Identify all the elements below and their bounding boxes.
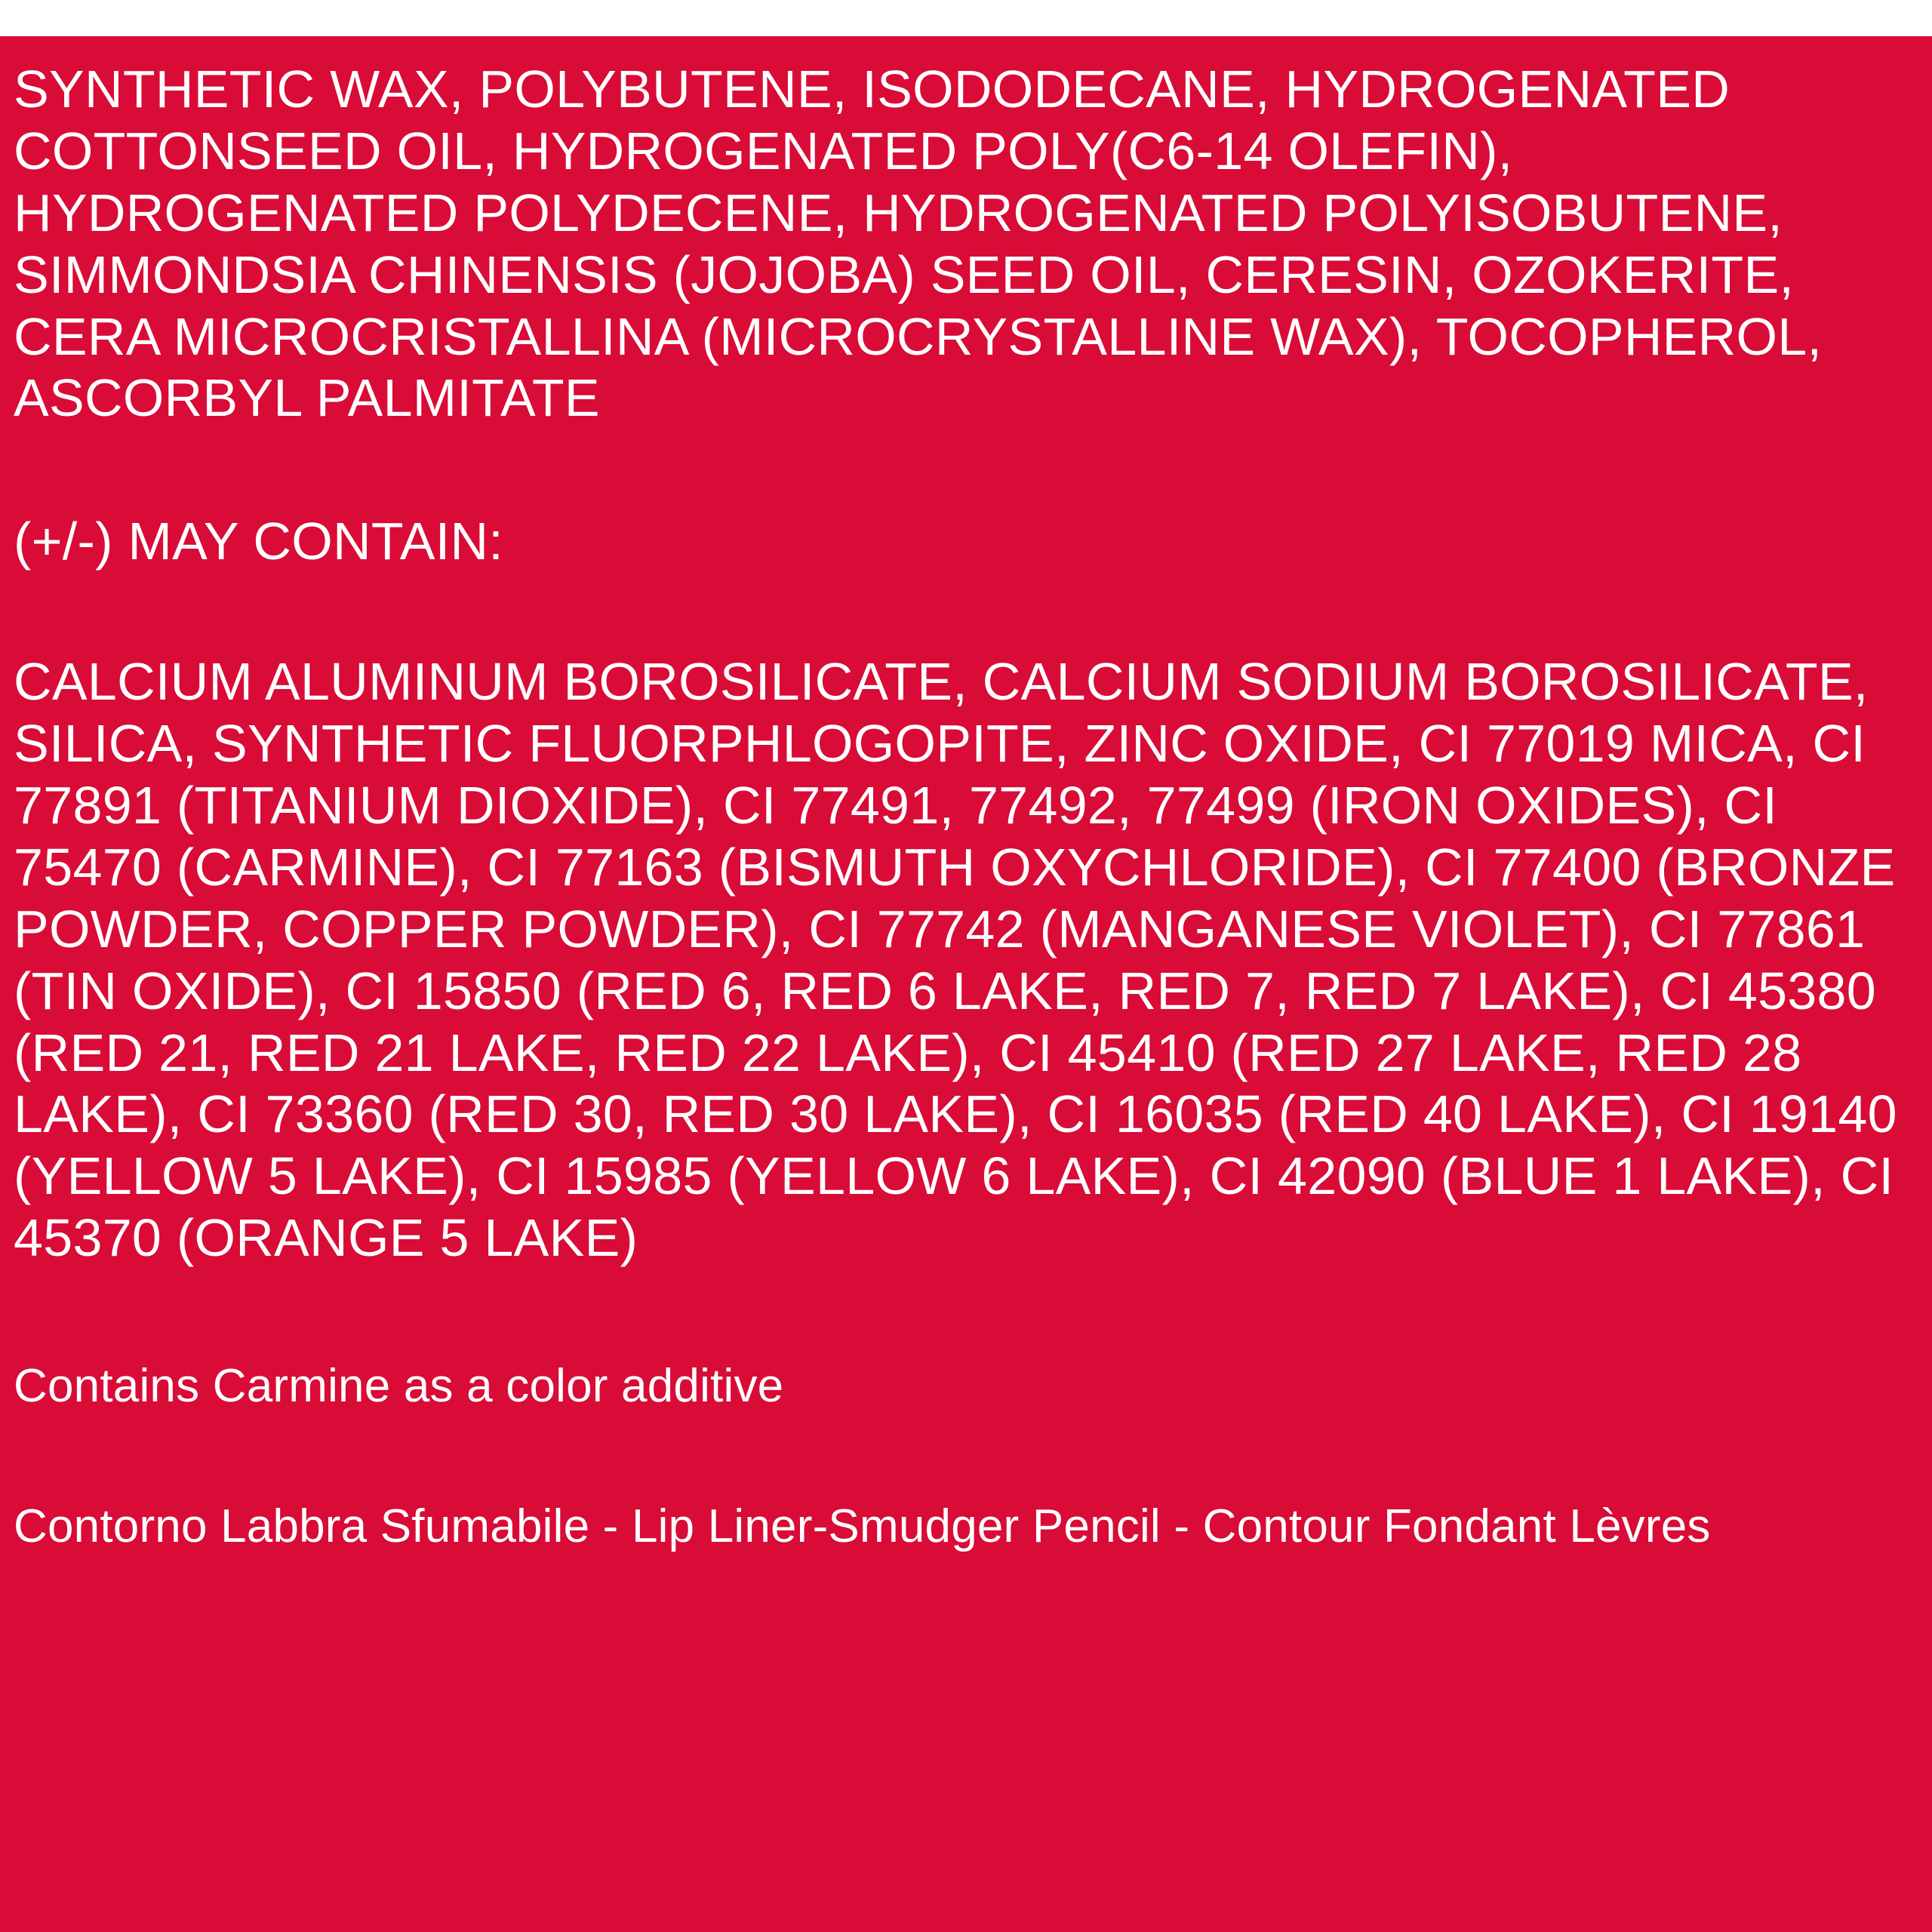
may-contain-heading: (+/-) MAY CONTAIN: bbox=[14, 512, 504, 571]
product-descriptor: Contorno Labbra Sfumabile - Lip Liner-Smudger Pencil - Contour Fondant Lèvres bbox=[14, 1500, 1711, 1552]
carmine-additive-note: Contains Carmine as a color additive bbox=[14, 1360, 784, 1413]
may-contain-list: CALCIUM ALUMINUM BOROSILICATE, CALCIUM SODIUM BOROSILICATE, SILICA, SYNTHETIC FLUORPHLOGOPITE, ZINC OXIDE, CI 77019 MICA, CI 77891 (TITANIUM DIOXIDE), CI 77491, 77492, 77499 (IRON OXIDES), CI 75470 (CARMINE), CI 77163 (BISMUTH OXYCHLORIDE), CI 77400 (BRONZE POWDER, COPPER POWDER), CI 77742 (MANGANESE VIOLET), CI 77861 (TIN OXIDE), CI 15850 (RED 6, RED 6 LAKE, RED 7, RED 7 LAKE), CI 45380 (RED 21, RED 21 LAKE, RED 22 LAKE), CI 45410 (RED 27 LAKE, RED 28 LAKE), CI 73360 (RED 30, RED 30 LAKE), CI 16035 (RED 40 LAKE), CI 19140 (YELLOW 5 LAKE), CI 15985 (YELLOW 6 LAKE), CI 42090 (BLUE 1 LAKE), CI 45370 (ORANGE 5 LAKE) bbox=[14, 652, 1912, 1268]
ingredients-list: SYNTHETIC WAX, POLYBUTENE, ISODODECANE, HYDROGENATED COTTONSEED OIL, HYDROGENATED POLY(C6-14 OLEFIN), HYDROGENATED POLYDECENE, HYDROGENATED POLYISOBUTENE, SIMMONDSIA CHINENSIS (JOJOBA) SEED OIL, CERESIN, OZOKERITE, CERA MICROCRISTALLINA (MICROCRYSTALLINE WAX), TOCOPHEROL, ASCORBYL PALMITATE bbox=[14, 60, 1835, 428]
ingredient-label-panel bbox=[0, 36, 1932, 1932]
